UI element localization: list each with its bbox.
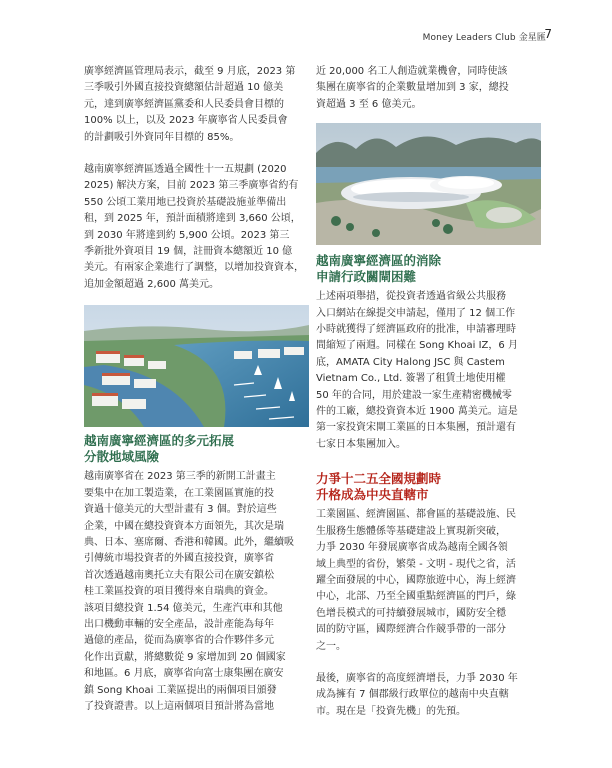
text-line: 鎮 Song Khoai 工業區提出的兩個項目頒發	[84, 684, 277, 696]
text-line: 之一。	[316, 640, 346, 652]
text-line: 成為擁有 7 個郡級行政單位的越南中央直轄	[316, 689, 509, 701]
paragraph-conclusion	[316, 671, 541, 720]
text-line: 550 公頃工業用地已投資於基礎設施並準備出	[84, 196, 287, 208]
heading-line: 升格成為中央直轄市	[316, 487, 429, 503]
right-column	[316, 64, 541, 720]
text-line: 集團在廣寧省的企業數量增加到 3 家，總投	[316, 82, 509, 94]
text-line: 桂工業區投資的項目獲得來自瑞典的資金。	[84, 586, 274, 598]
text-line: 追加金額超過 2,600 萬美元。	[84, 278, 219, 290]
heading-line: 申請行政關閘困難	[316, 269, 417, 285]
text-line: 越南廣寧經濟區透過全國性十一五規劃 (2020	[84, 164, 287, 176]
paragraph-jobs	[316, 64, 541, 113]
heading-line: 越南廣寧經濟區的多元拓展	[84, 433, 235, 449]
text-line: 要集中在加工製造業，在工業園區實施的投	[84, 487, 274, 499]
text-line: 工業園區、經濟園區、都會區的基礎設施、民	[316, 509, 516, 521]
text-line: 首次透過越南奧托立夫有限公司在廣安鎮松	[84, 569, 274, 581]
paragraph-approval	[316, 289, 541, 453]
text-line: 引傳統市場投資者的外國直接投資，廣寧省	[84, 553, 274, 565]
text-line: 中心，北部、乃至全國重點經濟區的門戶，綠	[316, 591, 516, 603]
text-line: 100% 以上，以及 2023 年廣寧省人民委員會	[84, 115, 288, 127]
text-line: 越南廣寧省在 2023 第三季的新開工計畫主	[84, 471, 276, 483]
text-line: 過億的產品，從而為廣寧省的合作夥伴多元	[84, 635, 274, 647]
photo-cruise-terminal-illustration	[316, 123, 541, 245]
left-column	[84, 64, 309, 715]
text-line: 七家日本集團加入。	[316, 438, 406, 450]
text-line: 化作出貢獻，將總數從 9 家增加到 20 個國家	[84, 651, 286, 663]
text-line: 域上典型的省份，繁榮 - 文明 - 現代之省，活	[316, 558, 516, 570]
paragraph-fdi-target	[84, 64, 309, 146]
photo-coastal-development-illustration	[84, 305, 309, 427]
text-line: 企業，中國在總投資資本方面領先，其次是瑞	[84, 520, 284, 532]
text-line: 到 2030 年將達到約 5,900 公頃。2023 第三	[84, 229, 290, 241]
text-line: 上述兩項舉措，從投資者透過省級公共服務	[316, 291, 506, 303]
page-number: 7	[544, 27, 552, 41]
text-line: 第一家投資宋閘工業區的日本集團，預計還有	[316, 422, 516, 434]
text-line: 小時就獲得了經濟區政府的批准，申請審理時	[316, 324, 516, 336]
text-line: 美元。有兩家企業進行了調整，以增加投資資本，	[84, 262, 304, 274]
text-line: 該項目總投資 1.54 億美元，生產汽車和其他	[84, 602, 283, 614]
text-line: 間縮短了兩週。同樣在 Song Khoai IZ，6 月	[316, 340, 518, 352]
text-line: 件的工廠，總投資資本近 1900 萬美元。這是	[316, 406, 518, 418]
heading-central-city	[316, 471, 541, 503]
text-line: 色增長模式的可持續發展城市，國防安全穩	[316, 607, 506, 619]
text-line: 最後，廣寧省的高度經濟增長，力爭 2030 年	[316, 672, 518, 684]
photo-coastal-development	[84, 305, 309, 427]
paragraph-land-plan	[84, 162, 309, 293]
text-line: Vietnam Co., Ltd. 簽署了租賃土地使用權	[316, 373, 506, 385]
text-line: 2025) 解決方案，目前 2023 第三季廣寧省約有	[84, 180, 299, 192]
text-line: 元，達到廣寧經濟區黨委和人民委員會目標的	[84, 98, 284, 110]
text-line: 和地區。6 月底，廣寧省向富士康集團在廣安	[84, 668, 284, 680]
text-line: 典、日本、塞席爾、香港和韓國。此外，繼續吸	[84, 536, 294, 548]
text-line: 租，到 2025 年，預計面積將達到 3,660 公頃，	[84, 213, 301, 225]
paragraph-development-goals	[316, 507, 541, 655]
heading-line: 分散地域風險	[84, 449, 160, 465]
photo-cruise-terminal	[316, 123, 541, 245]
text-line: 廣寧經濟區管理局表示，截至 9 月底，2023 第	[84, 66, 296, 77]
text-line: 三季吸引外國直接投資總額估計超過 10 億美	[84, 82, 284, 94]
text-line: 季新批外資項目 19 個，註冊資本總額近 10 億	[84, 246, 293, 258]
text-line: 50 年的合同，用於建設一家生產精密機械零	[316, 389, 512, 401]
text-line: 固的防守區，國際經濟合作競爭帶的一部分	[316, 624, 506, 636]
text-line: 力爭 2030 年發展廣寧省成為越南全國各領	[316, 542, 508, 554]
text-line: 入口網站在線提交申請起，僅用了 12 個工作	[316, 307, 516, 319]
heading-line: 力爭十二五全國規劃時	[316, 471, 442, 487]
text-line: 底，AMATA City Halong JSC 與 Castem	[316, 356, 505, 368]
text-line: 生服務生態體係等基礎建設上實現新突破，	[316, 525, 506, 537]
magazine-header: Money Leaders Club 金星匯	[422, 33, 546, 43]
text-line: 近 20,000 名工人創造就業機會，同時使該	[316, 66, 508, 77]
heading-diversification	[84, 433, 309, 465]
paragraph-new-projects	[84, 469, 309, 715]
text-line: 的計劃吸引外資同年目標的 85%。	[84, 131, 240, 143]
text-line: 市。現在是「投資先機」的先預。	[316, 705, 466, 717]
text-line: 資超過 3 至 6 億美元。	[316, 98, 422, 110]
heading-line: 越南廣寧經濟區的消除	[316, 253, 442, 269]
text-line: 躍全面發展的中心，國際旅遊中心，海上經濟	[316, 574, 516, 586]
heading-admin-barriers	[316, 253, 541, 285]
text-line: 了投資證書。以上這兩個項目預計將為當地	[84, 700, 274, 712]
text-line: 資過十億美元的大型計畫有 3 個。對於這些	[84, 504, 277, 516]
text-line: 出口機動車輛的安全產品，設計產能為每年	[84, 618, 274, 630]
